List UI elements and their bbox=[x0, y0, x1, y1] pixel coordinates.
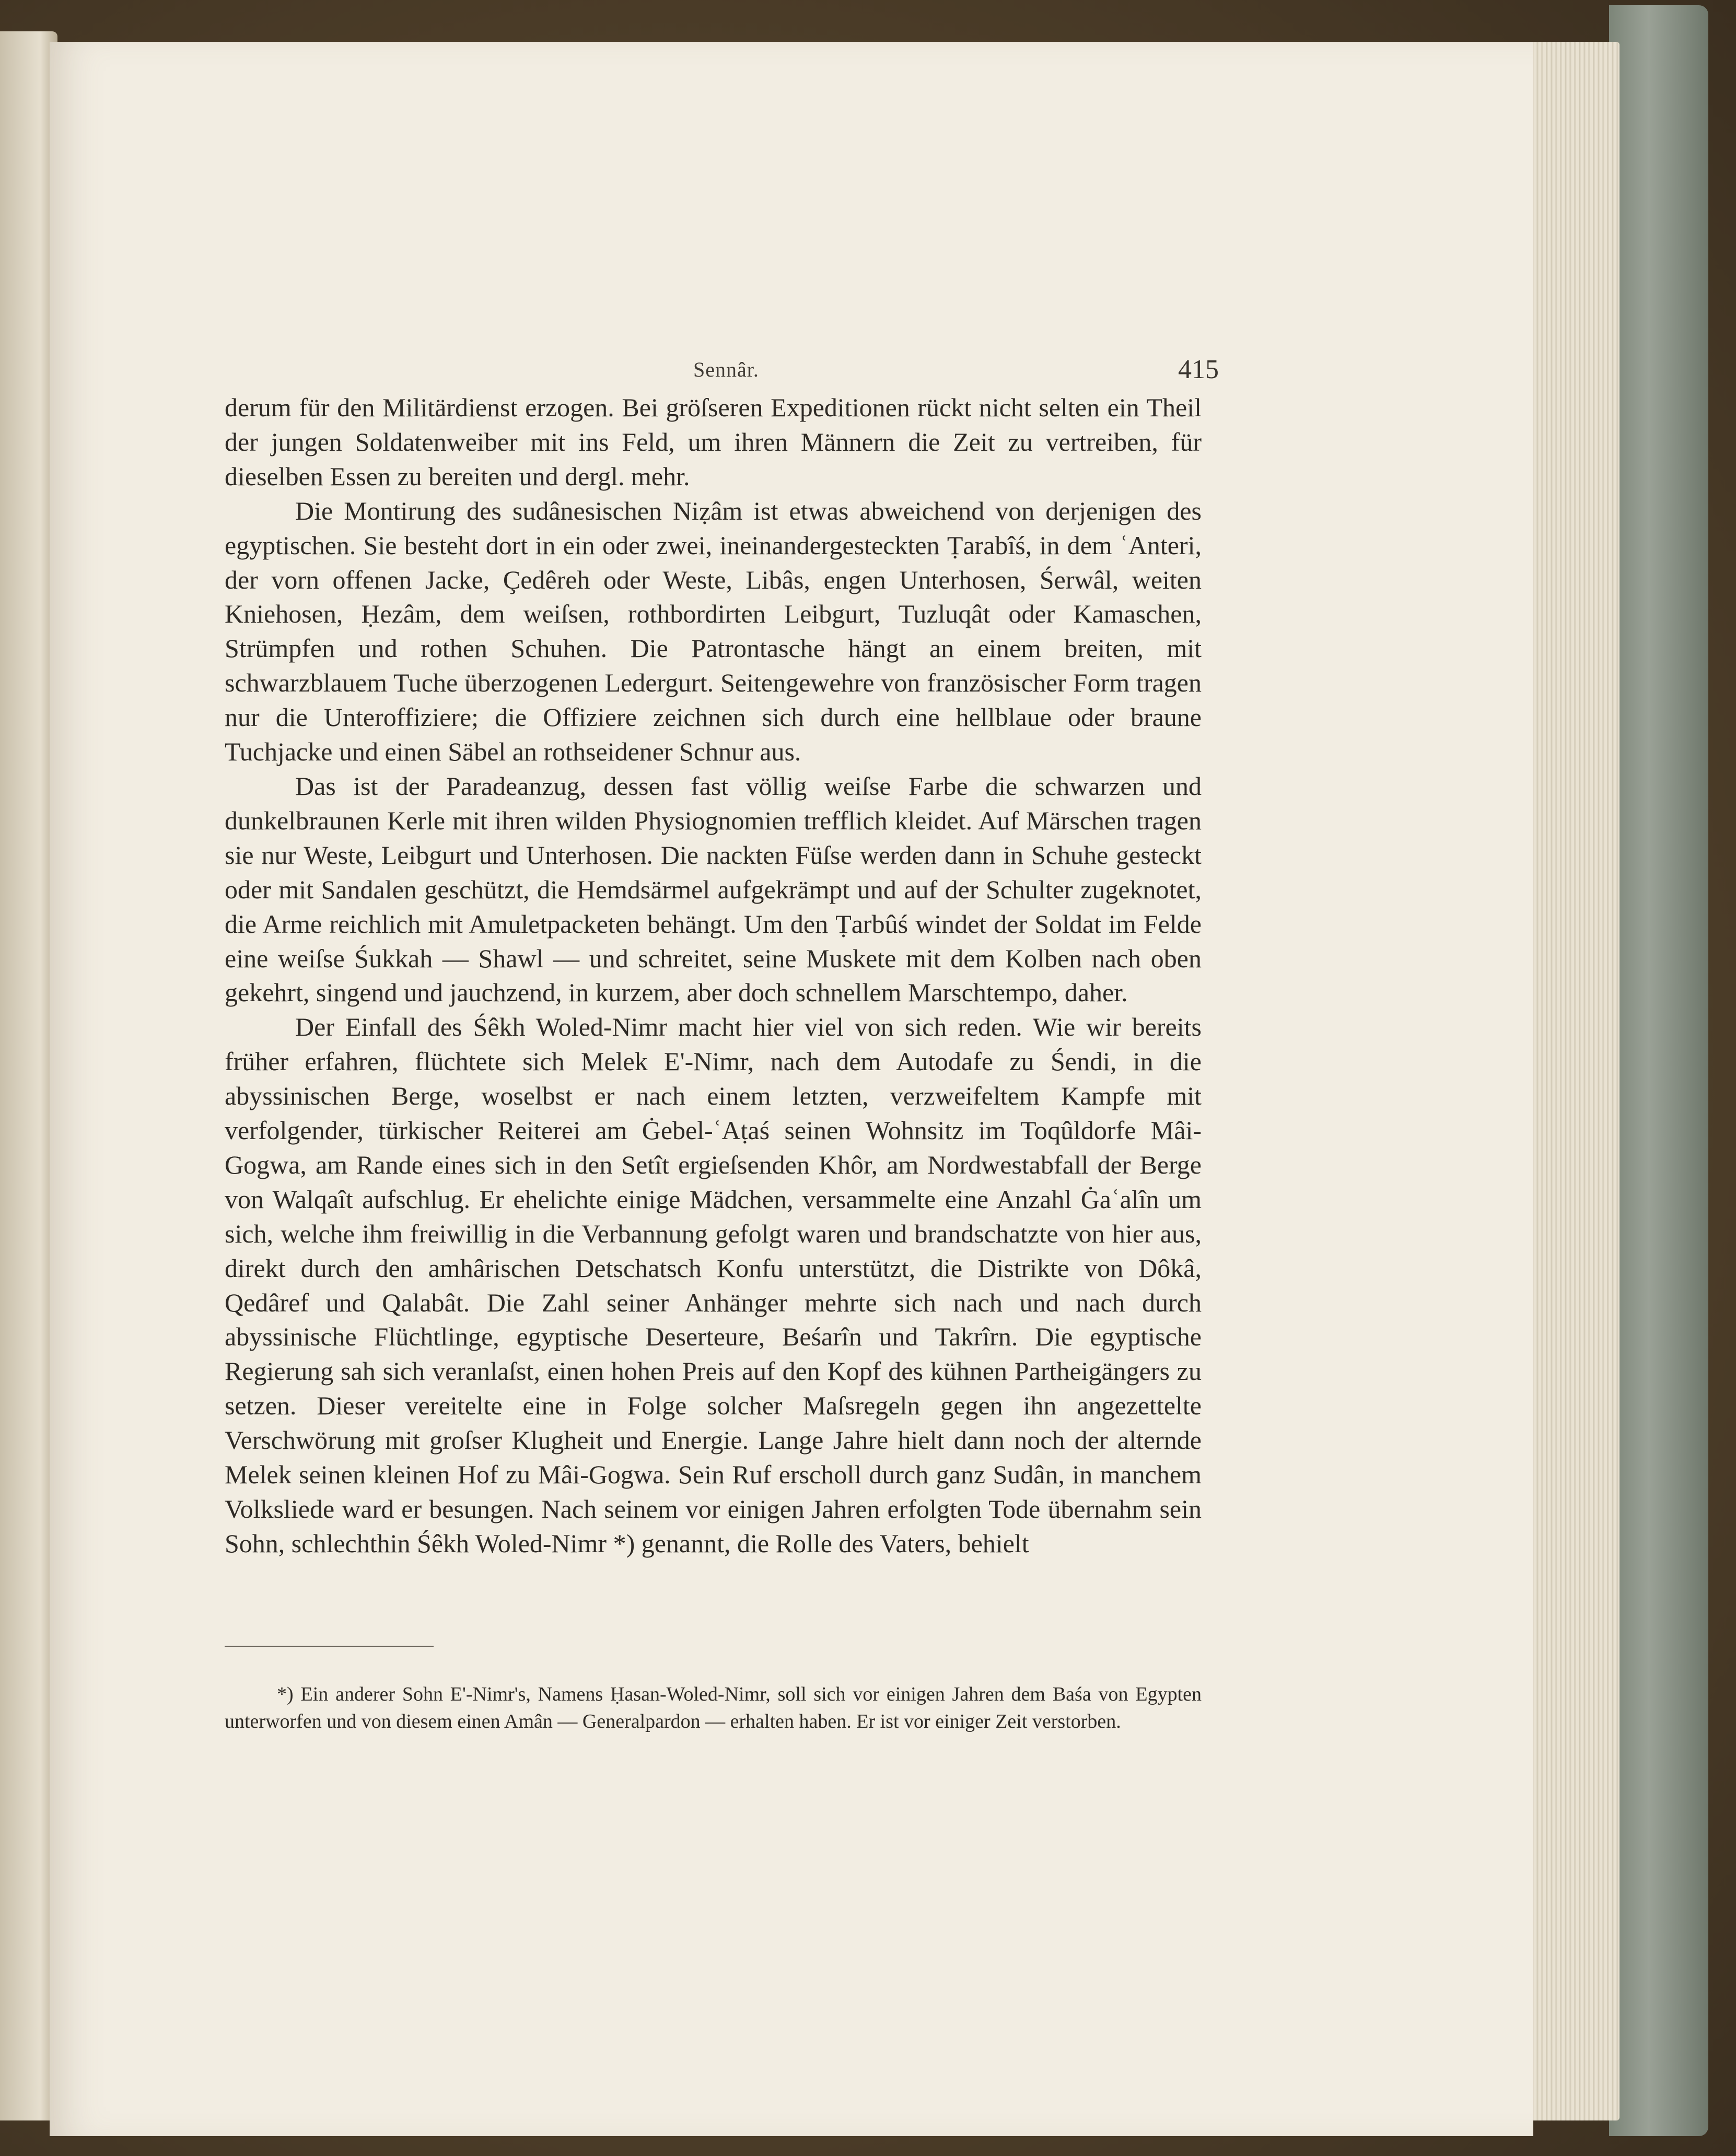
book-page bbox=[50, 42, 1533, 2136]
page-number: 415 bbox=[1178, 355, 1219, 384]
paragraph: Der Einfall des Śêkh Woled-Nimr macht hier viel von sich reden. Wie wir bereits früher erfahren, flüchtete sich Melek E'-Nimr, nach dem Autodafe zu Śendi, in die abyssinischen Berge, woselbst er nach einem letzten, verzweifeltem Kampfe mit verfolgender, türkischer Reiterei am Ġebel-ʿAṭaś seinen Wohnsitz im Toqûldorfe Mâi-Gogwa, am Rande eines sich in den Setît ergieſsenden Khôr, am Nordwestabfall der Berge von Walqaît aufschlug. Er ehelichte einige Mädchen, versammelte eine Anzahl Ġaʿalîn um sich, welche ihm freiwillig in die Verbannung gefolgt waren und brandschatzte von hier aus, direkt durch den amhârischen Detschatsch Konfu unterstützt, die Distrikte von Dôkâ, Qedâref und Qalabât. Die Zahl seiner Anhänger mehrte sich nach und nach durch abyssinische Flüchtlinge, egyptische Deserteure, Beśarîn und Takrîrn. Die egyptische Regierung sah sich veranlaſst, einen hohen Preis auf den Kopf des kühnen Partheigängers zu setzen. Dieser vereitelte eine in Folge solcher Maſsregeln gegen ihn angezettelte Verschwörung mit groſser Klugheit und Energie. Lange Jahre hielt dann noch der alternde Melek seinen kleinen Hof zu Mâi-Gogwa. Sein Ruf erscholl durch ganz Sudân, in manchem Volksliede ward er besungen. Nach seinem vor einigen Jahren erfolgten Tode übernahm sein Sohn, schlechthin Śêkh Woled-Nimr *) genannt, die Rolle des Vaters, behielt bbox=[225, 1012, 1202, 1558]
paragraph: Die Montirung des sudânesischen Niẓâm ist etwas abweichend von derjenigen des egyptischen. Sie besteht dort in ein oder zwei, ineinandergesteckten Ṭarabîś, in dem ʿAnteri, der vorn offenen Jacke, Çedêreh oder Weste, Libâs, engen Unterhosen, Śerwâl, weiten Kniehosen, Ḥezâm, dem weiſsen, rothbordirten Leibgurt, Tuzluqât oder Kamaschen, Strümpfen und rothen Schuhen. Die Patrontasche hängt an einem breiten, mit schwarzblauem Tuche überzogenen Ledergurt. Seitengewehre von französischer Form tragen nur die Unteroffiziere; die Offiziere zeichnen sich durch eine hellblaue oder braune Tuchjacke und einen Säbel an rothseidener Schnur aus. bbox=[225, 496, 1202, 767]
left-page-edge bbox=[0, 31, 57, 2120]
footnote-rule bbox=[225, 1646, 434, 1647]
body-text bbox=[225, 391, 1202, 1561]
footnote: *) Ein anderer Sohn E'-Nimr's, Namens Ḥasan-Woled-Nimr, soll sich vor einigen Jahren dem Baśa von Egypten unterworfen und von diesem einen Amân — Generalpardon — erhalten haben. Er ist vor einiger Zeit verstorben. bbox=[225, 1683, 1202, 1732]
paragraph: derum für den Militärdienst erzogen. Bei gröſseren Expeditionen rückt nicht selten ein Theil der jungen Soldatenweiber mit ins Feld, um ihren Männern die Zeit zu vertreiben, für dieselben Essen zu bereiten und dergl. mehr. bbox=[225, 393, 1202, 491]
book-cover-edge bbox=[1609, 5, 1708, 2136]
page-header bbox=[50, 354, 1533, 385]
paragraph: Das ist der Paradeanzug, dessen fast völlig weiſse Farbe die schwarzen und dunkelbraunen Kerle mit ihren wilden Physiognomien trefflich kleidet. Auf Märschen tragen sie nur Weste, Leibgurt und Unterhosen. Die nackten Füſse werden dann in Schuhe gesteckt oder mit Sandalen geschützt, die Hemdsärmel aufgekrämpt und auf der Schulter zugeknotet, die Arme reichlich mit Amuletpacketen behängt. Um den Ṭarbûś windet der Soldat im Felde eine weiſse Śukkah — Shawl — und schreitet, seine Muskete mit dem Kolben nach oben gekehrt, singend und jauchzend, in kurzem, aber doch schnellem Marschtempo, daher. bbox=[225, 771, 1202, 1007]
running-title: Sennâr. bbox=[693, 358, 759, 381]
